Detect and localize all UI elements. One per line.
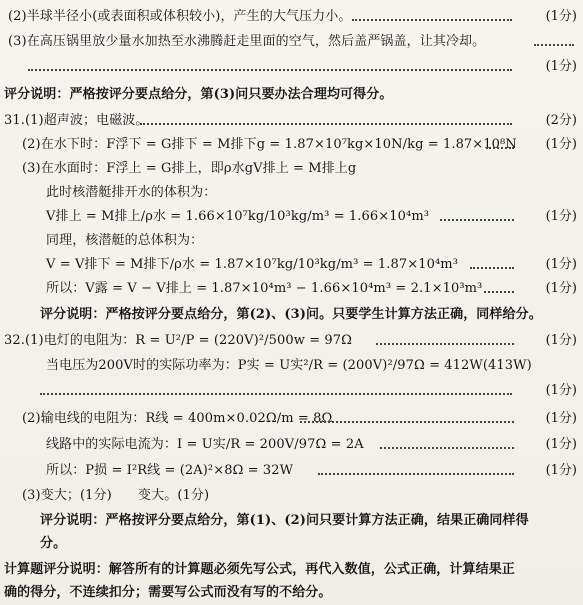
line-text: 所以：V露 = V − V排上 = 1.87×10⁴m³ − 1.66×10⁴m³ = 2.1×10³m³ [46,281,483,296]
line-text: (2)在水下时：F浮下 = G排下 = M排下g = 1.87×10⁷kg×10N/kg = 1.87×10⁸N [22,137,517,152]
scoring-note-calc-cont [0,582,583,604]
line-text: 线路中的实际电流为：I = U实/R = 200V/97Ω = 2A [46,437,364,452]
answer-line-31-3f [0,278,583,300]
score-label: (1分) [545,383,577,398]
dot-leader [28,69,512,71]
answer-line-31-3c [0,206,583,228]
scoring-note-32 [0,510,583,532]
score-label: (1分) [545,209,577,224]
score-label: (1分) [545,9,577,24]
answer-line-32-3 [0,485,583,507]
answer-line-32-1b [0,355,583,377]
dot-leader [352,19,512,21]
line-text: 31.(1)超声波；电磁波。 [4,113,149,128]
dot-leader [140,123,512,125]
line-text: (3)在高压锅里放少量水加热至水沸腾赶走里面的空气，然后盖严锅盖，让其冷却。 [8,34,486,49]
dot-leader [440,219,514,221]
line-text: 同理，核潜艇的总体积为： [46,233,204,248]
score-label: (1分) [545,437,577,452]
answer-line-31-2 [0,134,583,156]
answer-line-32-2 [0,408,583,430]
scoring-note-30 [0,84,583,106]
answer-line-30-3-score [0,56,583,78]
line-text: 分。 [40,536,67,551]
dot-leader [318,473,514,475]
dot-leader [376,343,514,345]
answer-line-30-3 [0,31,583,53]
line-text: 计算题评分说明：解答所有的计算题必须先写公式，再代入数值，公式正确，计算结果正 [4,562,515,577]
dot-leader [534,44,574,46]
line-text: 32.(1)电灯的电阻为：R = U²/P = (220V)²/500w = 97Ω [4,333,353,348]
line-text: 评分说明：严格按评分要点给分，第(2)、(3)问。只要学生计算方法正确，同样给分。 [40,307,542,322]
answer-line-32-1b-score [0,380,583,402]
score-label: (1分) [545,137,577,152]
score-label: (1分) [545,463,577,478]
dot-leader [380,447,514,449]
line-text: V = V排下 = M排下/ρ水 = 1.87×10⁷kg/10³kg/m³ = 1.87×10⁴m³ [46,257,459,272]
line-text: 此时核潜艇排开水的体积为： [46,185,217,200]
score-label: (2分) [545,113,577,128]
answer-line-32-1 [0,330,583,352]
answer-line-32-2c [0,460,583,482]
dot-leader [470,267,514,269]
scoring-note-31 [0,304,583,326]
answer-line-31-3 [0,158,583,180]
score-label: (1分) [545,59,577,74]
score-label: (1分) [545,333,577,348]
line-text: (3)变大；(1分) 变大。(1分) [22,488,210,503]
dot-leader [484,291,514,293]
line-text: V排上 = M排上/ρ水 = 1.66×10⁷kg/10³kg/m³ = 1.66×10⁴m³ [46,209,430,224]
line-text: 评分说明：严格按评分要点给分，第(1)、(2)问只要计算方法正确，结果正确同样得 [40,513,529,528]
answer-line-31-1 [0,110,583,132]
answer-line-30-2 [0,6,583,28]
answer-line-31-3d [0,230,583,252]
dot-leader [300,421,514,423]
line-text: 所以：P损 = I²R线 = (2A)²×8Ω = 32W [46,463,294,478]
line-text: (2)半球半径小(或表面积或体积较小)，产生的大气压力小。 [8,9,352,24]
scoring-note-calc [0,559,583,581]
line-text: 确的得分，不连续扣分；需要写公式而没有写的不给分。 [4,585,332,600]
scoring-note-32-cont [0,533,583,555]
line-text: (2)输电线的电阻为：R线 = 400m×0.02Ω/m = 8Ω [22,411,333,426]
dot-leader [486,147,514,149]
answer-line-31-3b [0,182,583,204]
answer-line-32-2b [0,434,583,456]
line-text: 评分说明：严格按评分要点给分，第(3)问只要办法合理均可得分。 [4,87,393,102]
answer-line-31-3e [0,254,583,276]
line-text: 当电压为200V时的实际功率为：P实 = U实²/R = (200V)²/97Ω = 412W(413W) [46,358,532,373]
score-label: (1分) [545,411,577,426]
dot-leader [40,393,512,395]
score-label: (1分) [545,257,577,272]
line-text: (3)在水面时：F浮上 = G排上，即ρ水gV排上 = M排上g [22,161,357,176]
score-label: (1分) [545,281,577,296]
